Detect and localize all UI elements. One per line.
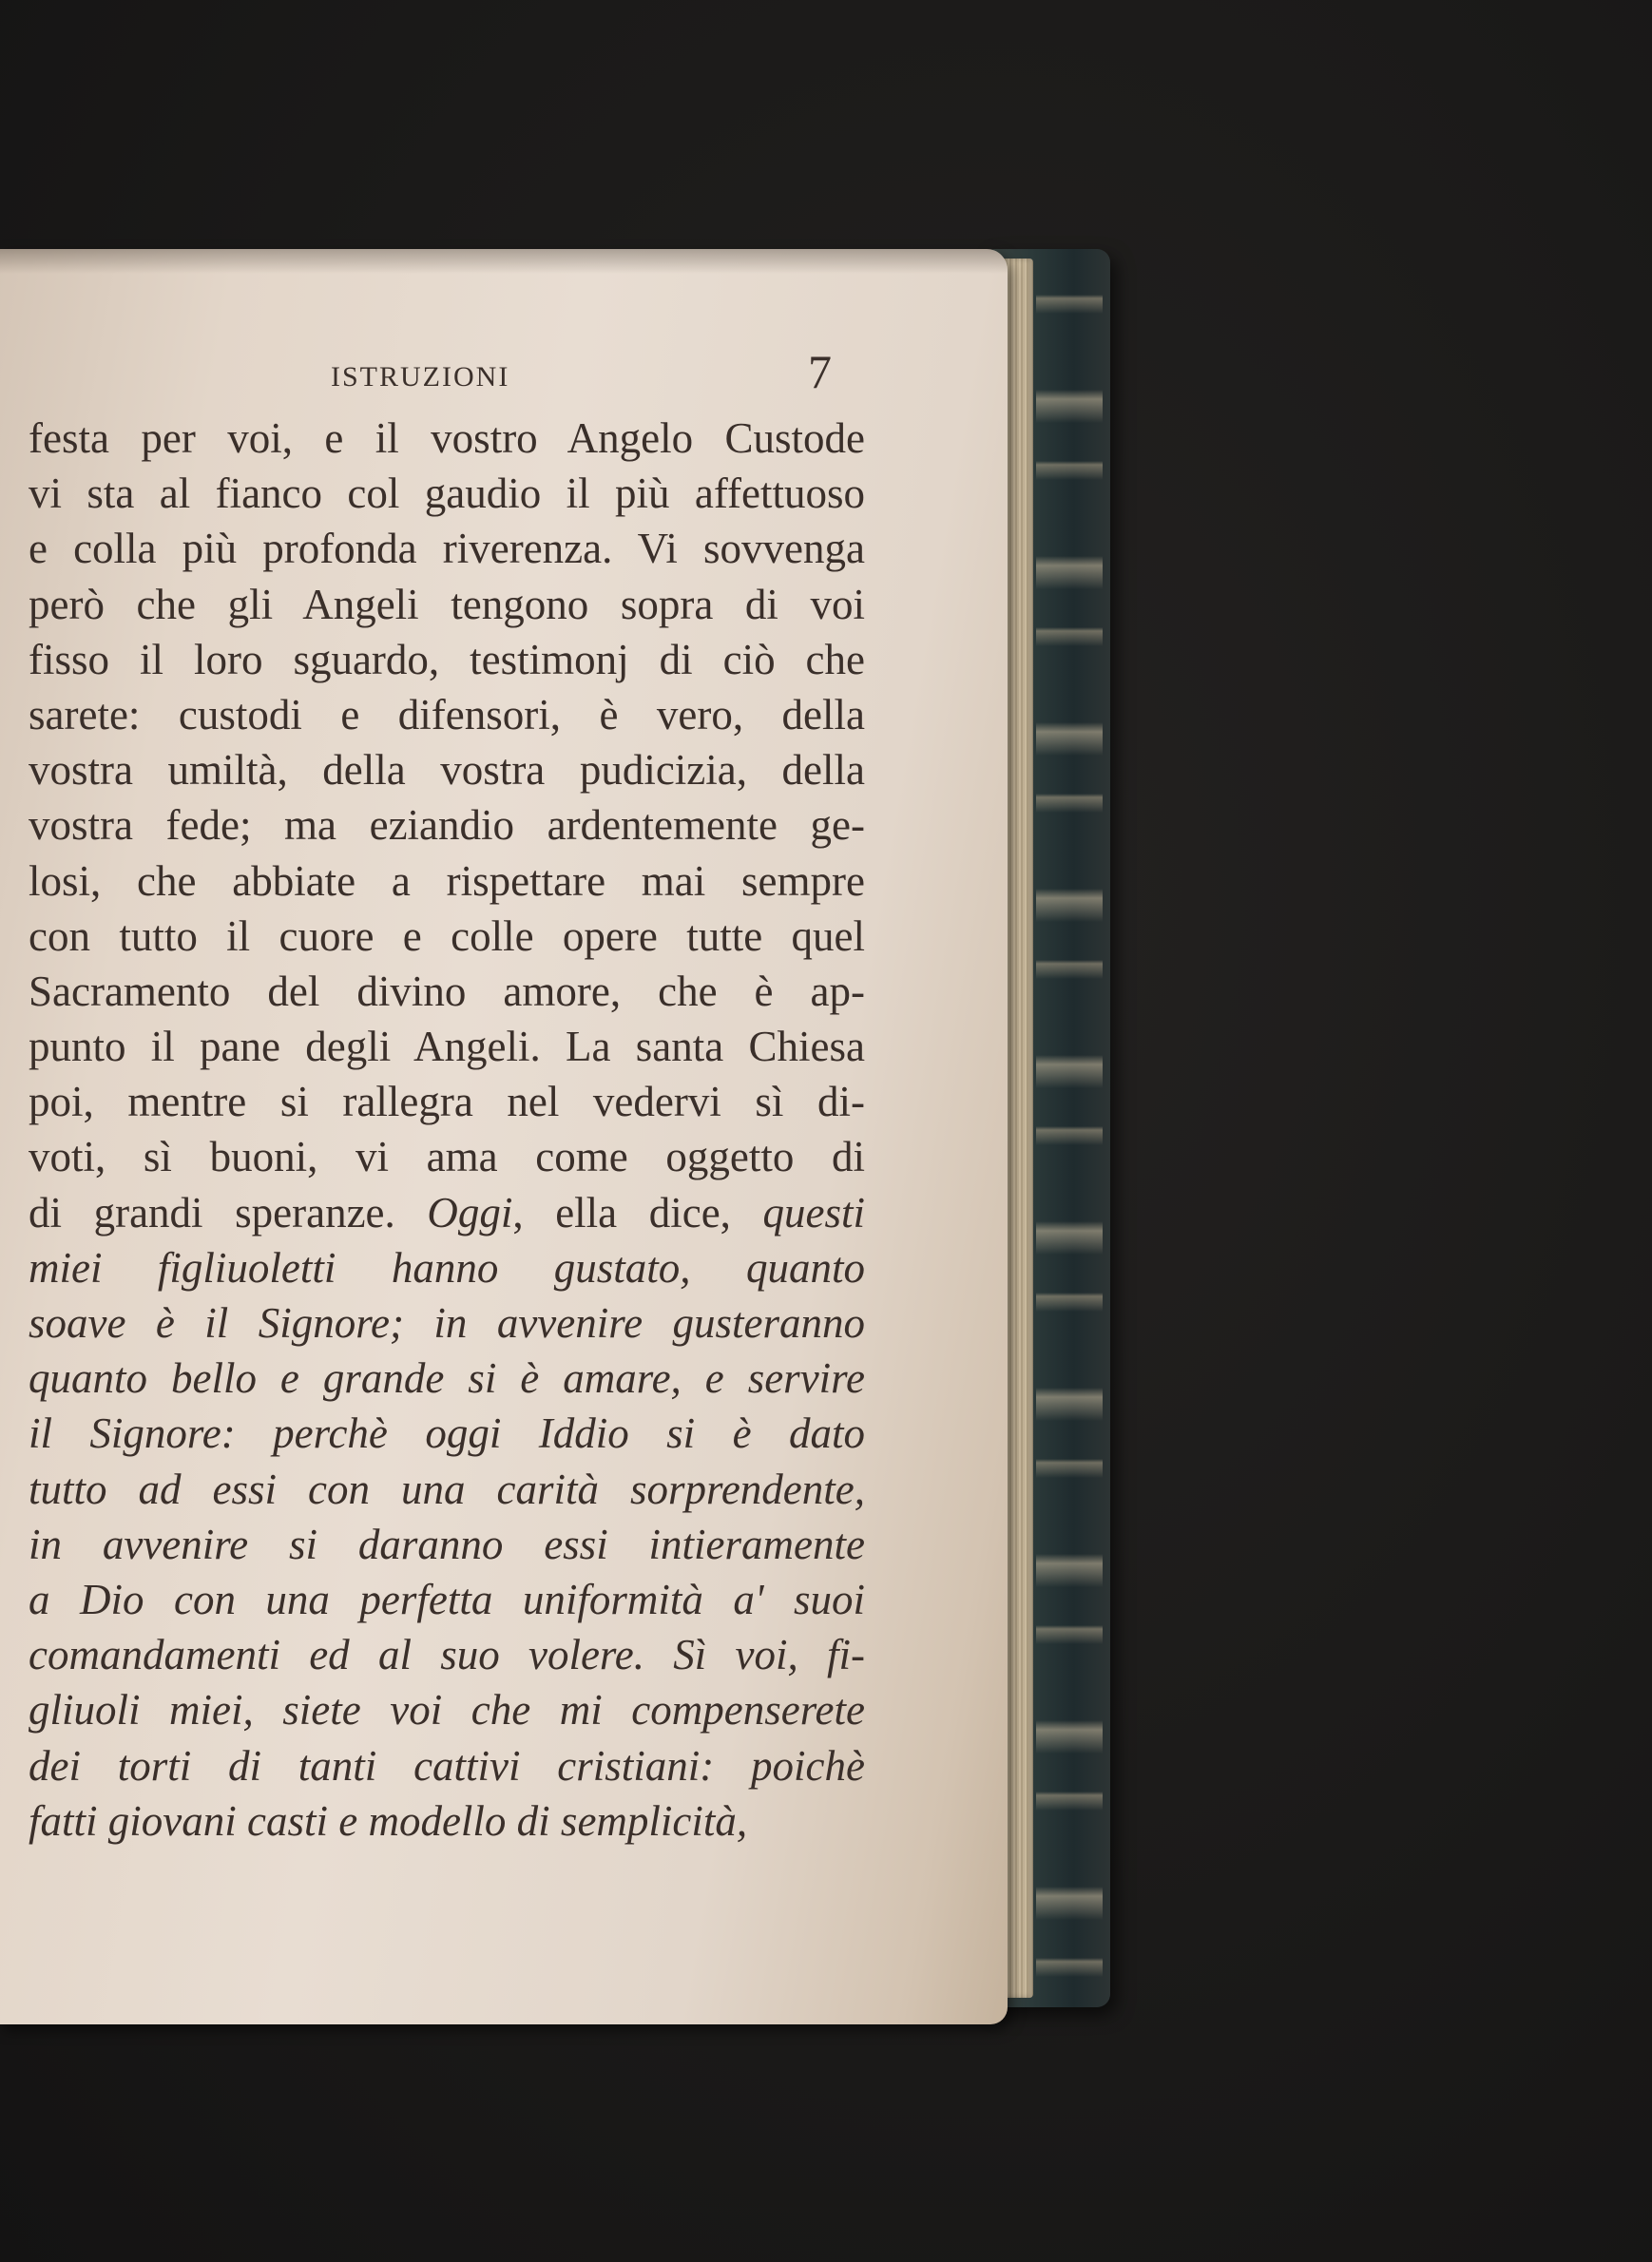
text-line	[29, 521, 865, 576]
text-line	[29, 1517, 865, 1572]
text-span: punto il pane degli Angeli. La santa Chiesa	[29, 1023, 865, 1071]
text-span: però che gli Angeli tengono sopra di voi	[29, 580, 865, 628]
text-line	[29, 1240, 865, 1295]
text-span: sarete: custodi e difensori, è vero, della	[29, 690, 865, 738]
text-span: vi sta al fianco col gaudio il più affettuoso	[29, 470, 865, 518]
text-line	[29, 1185, 865, 1240]
text-line	[29, 1738, 865, 1793]
text-line	[29, 797, 865, 853]
cover-wear	[1036, 257, 1103, 1996]
text-line	[29, 964, 865, 1019]
italic-text: comandamenti ed al suo volere. Sì voi, fi-	[29, 1631, 865, 1679]
text-line	[29, 1793, 865, 1849]
italic-text: questi	[762, 1188, 866, 1236]
text-line	[29, 1572, 865, 1627]
text-line	[29, 1351, 865, 1406]
text-line	[29, 632, 865, 687]
text-span: festa per voi, e il vostro Angelo Custode	[29, 414, 865, 462]
italic-text: dei torti di tanti cattivi cristiani: poichè	[29, 1741, 865, 1790]
text-span: fisso il loro sguardo, testimonj di ciò che	[29, 635, 865, 683]
text-span: vostra umiltà, della vostra pudicizia, della	[29, 746, 865, 795]
text-line	[29, 1462, 865, 1517]
text-span: voti, sì buoni, vi ama come oggetto di	[29, 1133, 865, 1181]
text-span: poi, mentre si rallegra nel vedervi sì di-	[29, 1078, 865, 1126]
text-line	[29, 1406, 865, 1461]
text-span: con tutto il cuore e colle opere tutte quel	[29, 911, 865, 960]
italic-text: miei figliuoletti hanno gustato, quanto	[29, 1243, 865, 1292]
text-span: , ella dice,	[512, 1188, 763, 1236]
text-span: vostra fede; ma eziandio ardentemente ge-	[29, 801, 865, 850]
italic-text: tutto ad essi con una carità sorprendente,	[29, 1465, 865, 1513]
text-line	[29, 1074, 865, 1129]
text-line	[29, 1295, 865, 1351]
body-text	[29, 411, 865, 1849]
text-line	[29, 411, 865, 466]
italic-text: a Dio con una perfetta uniformità a' suoi	[29, 1575, 865, 1623]
page-header	[0, 344, 855, 401]
text-line	[29, 853, 865, 909]
italic-text: fatti giovani casti e modello di semplicità,	[29, 1796, 748, 1845]
text-line	[29, 466, 865, 521]
italic-text: quanto bello e grande si è amare, e servire	[29, 1354, 865, 1403]
text-span: Sacramento del divino amore, che è ap-	[29, 967, 865, 1015]
italic-text: il Signore: perchè oggi Iddio si è dato	[29, 1409, 865, 1458]
text-line	[29, 1129, 865, 1184]
text-span: losi, che abbiate a rispettare mai sempre	[29, 856, 865, 905]
text-span: e colla più profonda riverenza. Vi sovvenga	[29, 525, 865, 573]
text-span: di grandi speranze.	[29, 1188, 428, 1236]
italic-text: Oggi	[427, 1188, 513, 1236]
text-line	[29, 1019, 865, 1074]
text-line	[29, 1682, 865, 1737]
italic-text: in avvenire si daranno essi intieramente	[29, 1520, 865, 1568]
text-line	[29, 577, 865, 632]
italic-text: gliuoli miei, siete voi che mi compenserete	[29, 1686, 865, 1735]
italic-text: soave è il Signore; in avvenire gusteranno	[29, 1299, 865, 1347]
text-line	[29, 1627, 865, 1682]
page-number: 7	[808, 345, 832, 398]
text-line	[29, 909, 865, 964]
running-head: ISTRUZIONI	[331, 361, 510, 393]
text-line	[29, 742, 865, 797]
page-shadow	[0, 249, 1008, 274]
text-line	[29, 687, 865, 742]
